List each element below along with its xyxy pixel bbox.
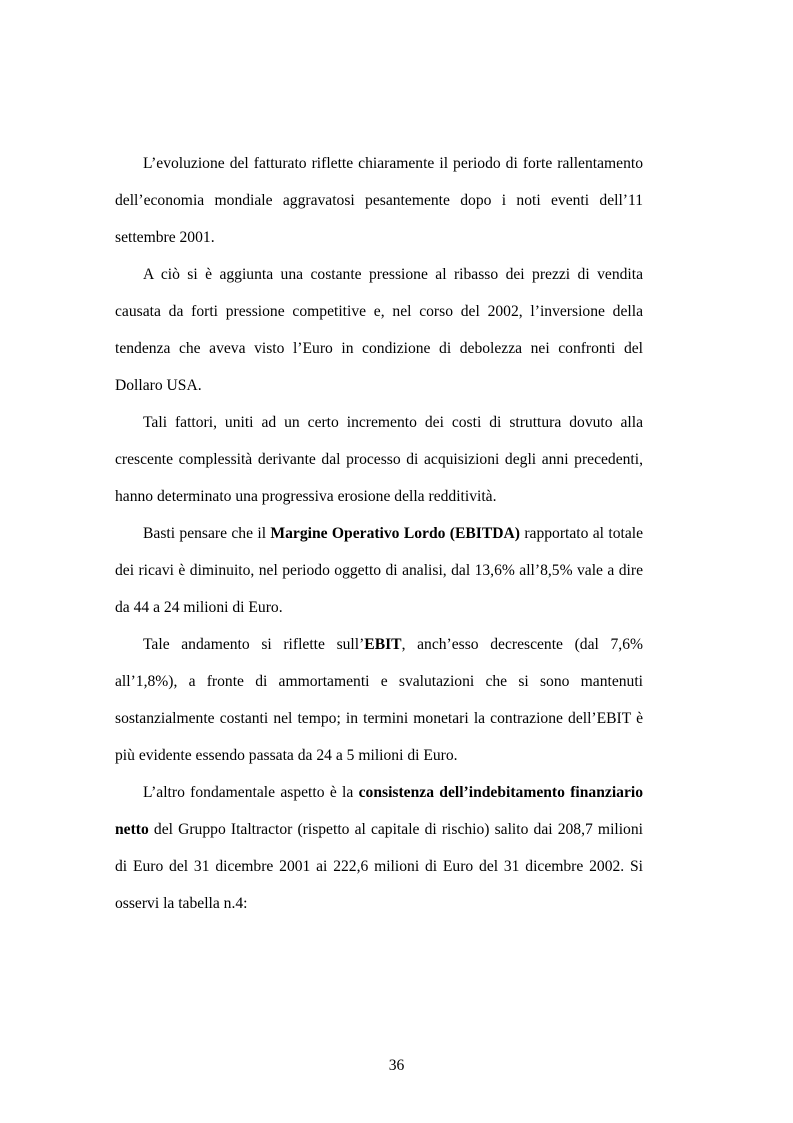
paragraph-text: A ciò si è aggiunta una costante pressione al ribasso dei prezzi di vendita causata da forti pressione competitive e, nel corso del 2002, l’inversione della tendenza che aveva visto l’Euro in condizione di debolezza nei confronti del Dollaro USA.	[115, 266, 643, 394]
paragraph-fatturato	[115, 145, 643, 256]
paragraph-text: del Gruppo Italtractor (rispetto al capitale di rischio) salito dai 208,7 milioni di Euro del 31 dicembre 2001 ai 222,6 milioni di Euro del 31 dicembre 2002. Si osservi la tabella n.4:	[115, 821, 643, 912]
bold-term-indebitamento: consistenza dell’indebitamento finanziario netto	[115, 784, 643, 838]
paragraph-ebitda	[115, 515, 643, 626]
bold-term-ebitda: Margine Operativo Lordo (EBITDA)	[270, 525, 520, 542]
paragraph-pressione-prezzi	[115, 256, 643, 404]
paragraph-text: L’altro fondamentale aspetto è la	[143, 784, 359, 801]
paragraph-fattori	[115, 404, 643, 515]
paragraph-indebitamento	[115, 774, 643, 922]
paragraph-text: Basti pensare che il	[143, 525, 271, 542]
paragraph-text: , anch’esso decrescente (dal 7,6% all’1,8%), a fronte di ammortamenti e svalutazioni che si sono mantenuti sostanzialmente costanti nel tempo; in termini monetari la contrazione dell’EBIT è più evidente essendo passata da 24 a 5 milioni di Euro.	[115, 636, 643, 764]
paragraph-text: Tali fattori, uniti ad un certo incremento dei costi di struttura dovuto alla crescente complessità derivante dal processo di acquisizioni degli anni precedenti, hanno determinato una progressiva erosione della redditività.	[115, 414, 643, 505]
bold-term-ebit: EBIT	[364, 636, 402, 653]
paragraph-text: rapportato al totale dei ricavi è diminuito, nel periodo oggetto di analisi, dal 13,6% all’8,5% vale a dire da 44 a 24 milioni di Euro.	[115, 525, 644, 616]
paragraph-text: Tale andamento si riflette sull’	[143, 636, 365, 653]
page-number: 36	[388, 1057, 405, 1074]
paragraph-ebit	[115, 626, 643, 774]
paragraph-text: L’evoluzione del fatturato riflette chiaramente il periodo di forte rallentamento dell’economia mondiale aggravatosi pesantemente dopo i noti eventi dell’11 settembre 2001.	[115, 155, 643, 246]
body-text	[115, 145, 643, 922]
